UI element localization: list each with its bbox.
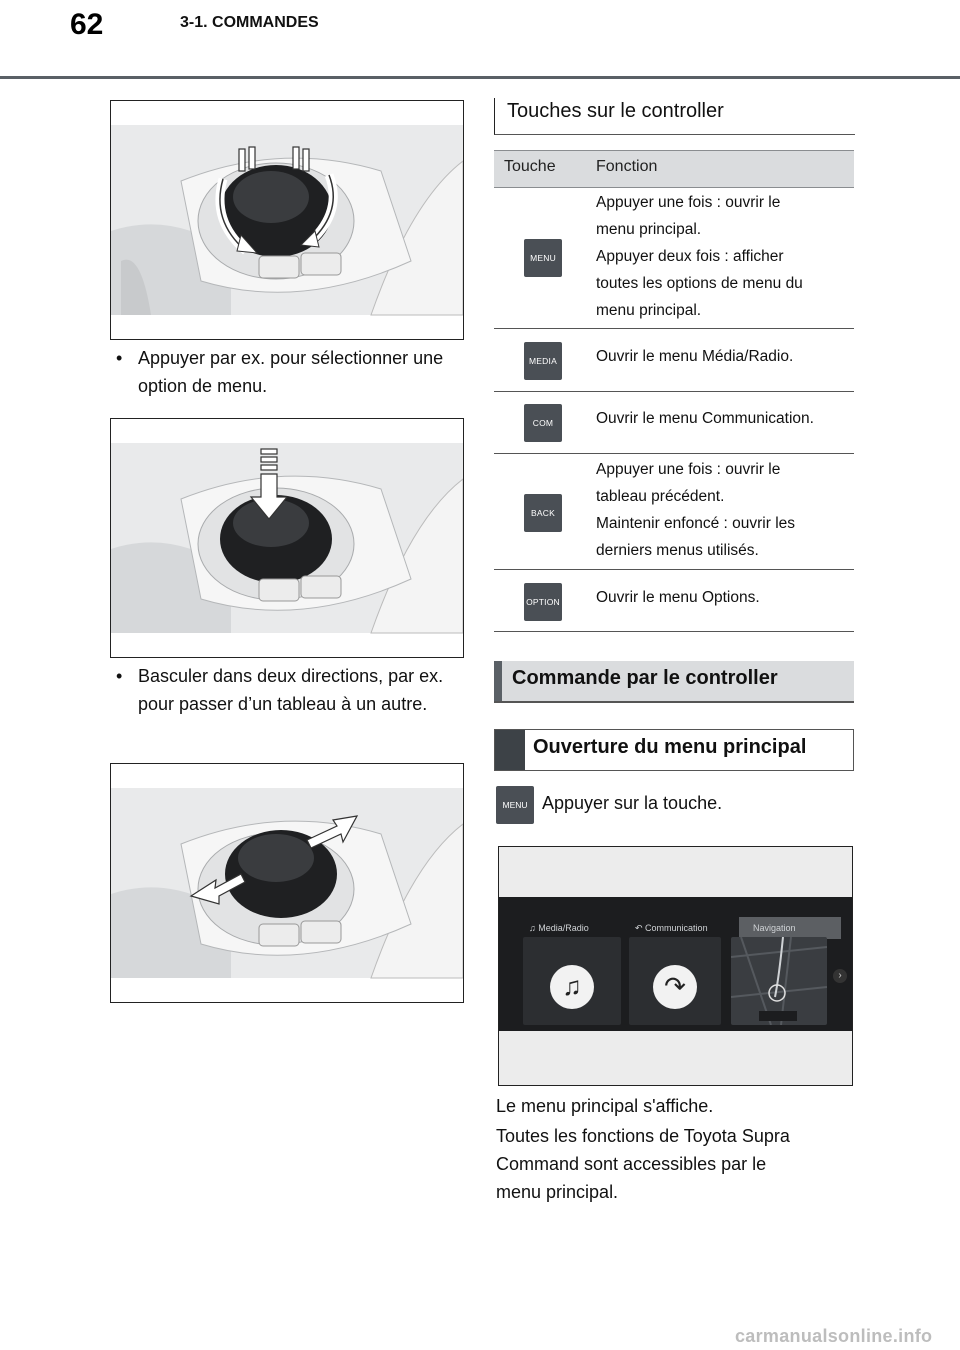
bullet-select: [116, 344, 461, 404]
function-line: tableau précédent.: [596, 488, 725, 505]
bullet-symbol: •: [116, 666, 123, 686]
controller-tilt-illustration: [111, 764, 463, 1002]
tab-communication: [635, 917, 708, 939]
function-line: Ouvrir le menu Communication.: [596, 410, 814, 427]
function-line: Appuyer une fois : ouvrir le: [596, 194, 781, 211]
controller-rotate-illustration: [111, 101, 463, 339]
tile-navigation: [731, 937, 827, 1025]
table-row-option: [494, 570, 854, 632]
figure-controller-tilt: [110, 763, 464, 1003]
figure-controller-press: [110, 418, 464, 658]
page-number: 62: [70, 8, 104, 41]
paragraph-menu-shown: Le menu principal s'affiche.: [496, 1096, 714, 1116]
option-key-function: [596, 584, 852, 611]
section-title: 3-1. COMMANDES: [180, 14, 319, 31]
keys-table-header-row: [494, 150, 854, 188]
function-line: toutes les options de menu du: [596, 275, 803, 292]
tab-label: Media/Radio: [538, 923, 589, 933]
tab-navigation: [739, 917, 841, 939]
table-row-media: [494, 329, 854, 392]
keys-table-heading: [494, 98, 855, 135]
bullet-symbol: •: [116, 348, 123, 368]
media-key-function: [596, 343, 852, 370]
table-row-com: [494, 392, 854, 454]
table-row-menu: [494, 187, 854, 329]
display-screen: [499, 897, 852, 1031]
section-bar: [494, 661, 854, 703]
tab-label: Navigation: [753, 923, 796, 933]
watermark: carmanualsonline.info: [735, 1326, 933, 1346]
subsection-bar-accent: [495, 730, 525, 770]
back-key-function: [596, 456, 852, 564]
figure-controller-rotate: [110, 100, 464, 340]
bullet-toggle-text: Basculer dans deux directions, par ex. pour passer d’un tableau à un autre.: [138, 666, 444, 714]
paragraph-line: Toutes les fonctions de Toyota Supra: [496, 1126, 790, 1146]
map-icon: [731, 937, 827, 1025]
back-key-icon: BACK: [524, 494, 562, 532]
music-note-icon: ♫: [529, 923, 539, 933]
column-header-function: Fonction: [596, 158, 658, 175]
option-key-icon: OPTION: [524, 583, 562, 621]
phone-icon: ↶: [635, 923, 646, 933]
paragraph-functions: [496, 1122, 846, 1206]
function-line: Maintenir enfoncé : ouvrir les: [596, 515, 796, 532]
column-header-key: Touche: [504, 158, 556, 175]
section-bar-accent: [494, 661, 502, 701]
keys-table-heading-text: Touches sur le controller: [507, 100, 724, 122]
menu-key-icon: MENU: [524, 239, 562, 277]
com-key-icon: COM: [524, 404, 562, 442]
function-line: Ouvrir le menu Options.: [596, 589, 760, 606]
phone-icon: ↷: [653, 965, 697, 1009]
function-line: menu principal.: [596, 221, 702, 238]
paragraph-line: menu principal.: [496, 1182, 619, 1202]
tile-communication: [629, 937, 721, 1025]
com-key-function: [596, 405, 852, 432]
section-bar-text: Commande par le controller: [512, 667, 778, 689]
menu-key-function: [596, 189, 852, 324]
chevron-right-icon: ›: [833, 969, 847, 983]
music-icon: ♫: [550, 965, 594, 1009]
paragraph-line: Command sont accessibles par le: [496, 1154, 767, 1174]
main-menu-screenshot: [498, 846, 853, 1086]
tile-media: [523, 937, 621, 1025]
function-line: Ouvrir le menu Média/Radio.: [596, 348, 794, 365]
controller-press-illustration: [111, 419, 463, 657]
subsection-bar: [494, 729, 854, 771]
subsection-bar-text: Ouverture du menu principal: [533, 736, 807, 758]
bullet-toggle: [116, 662, 461, 752]
function-line: derniers menus utilisés.: [596, 542, 759, 559]
table-row-back: [494, 454, 854, 570]
function-line: Appuyer une fois : ouvrir le: [596, 461, 781, 478]
tab-label: Communication: [645, 923, 708, 933]
function-line: Appuyer deux fois : afficher: [596, 248, 784, 265]
menu-key-icon: MENU: [496, 786, 534, 824]
function-line: menu principal.: [596, 302, 702, 319]
bullet-select-text: Appuyer par ex. pour sélectionner une option de menu.: [138, 348, 444, 396]
media-key-icon: MEDIA: [524, 342, 562, 380]
step-text: Appuyer sur la touche.: [542, 793, 723, 813]
tab-media-radio: [529, 917, 589, 939]
header-rule: [0, 76, 960, 79]
